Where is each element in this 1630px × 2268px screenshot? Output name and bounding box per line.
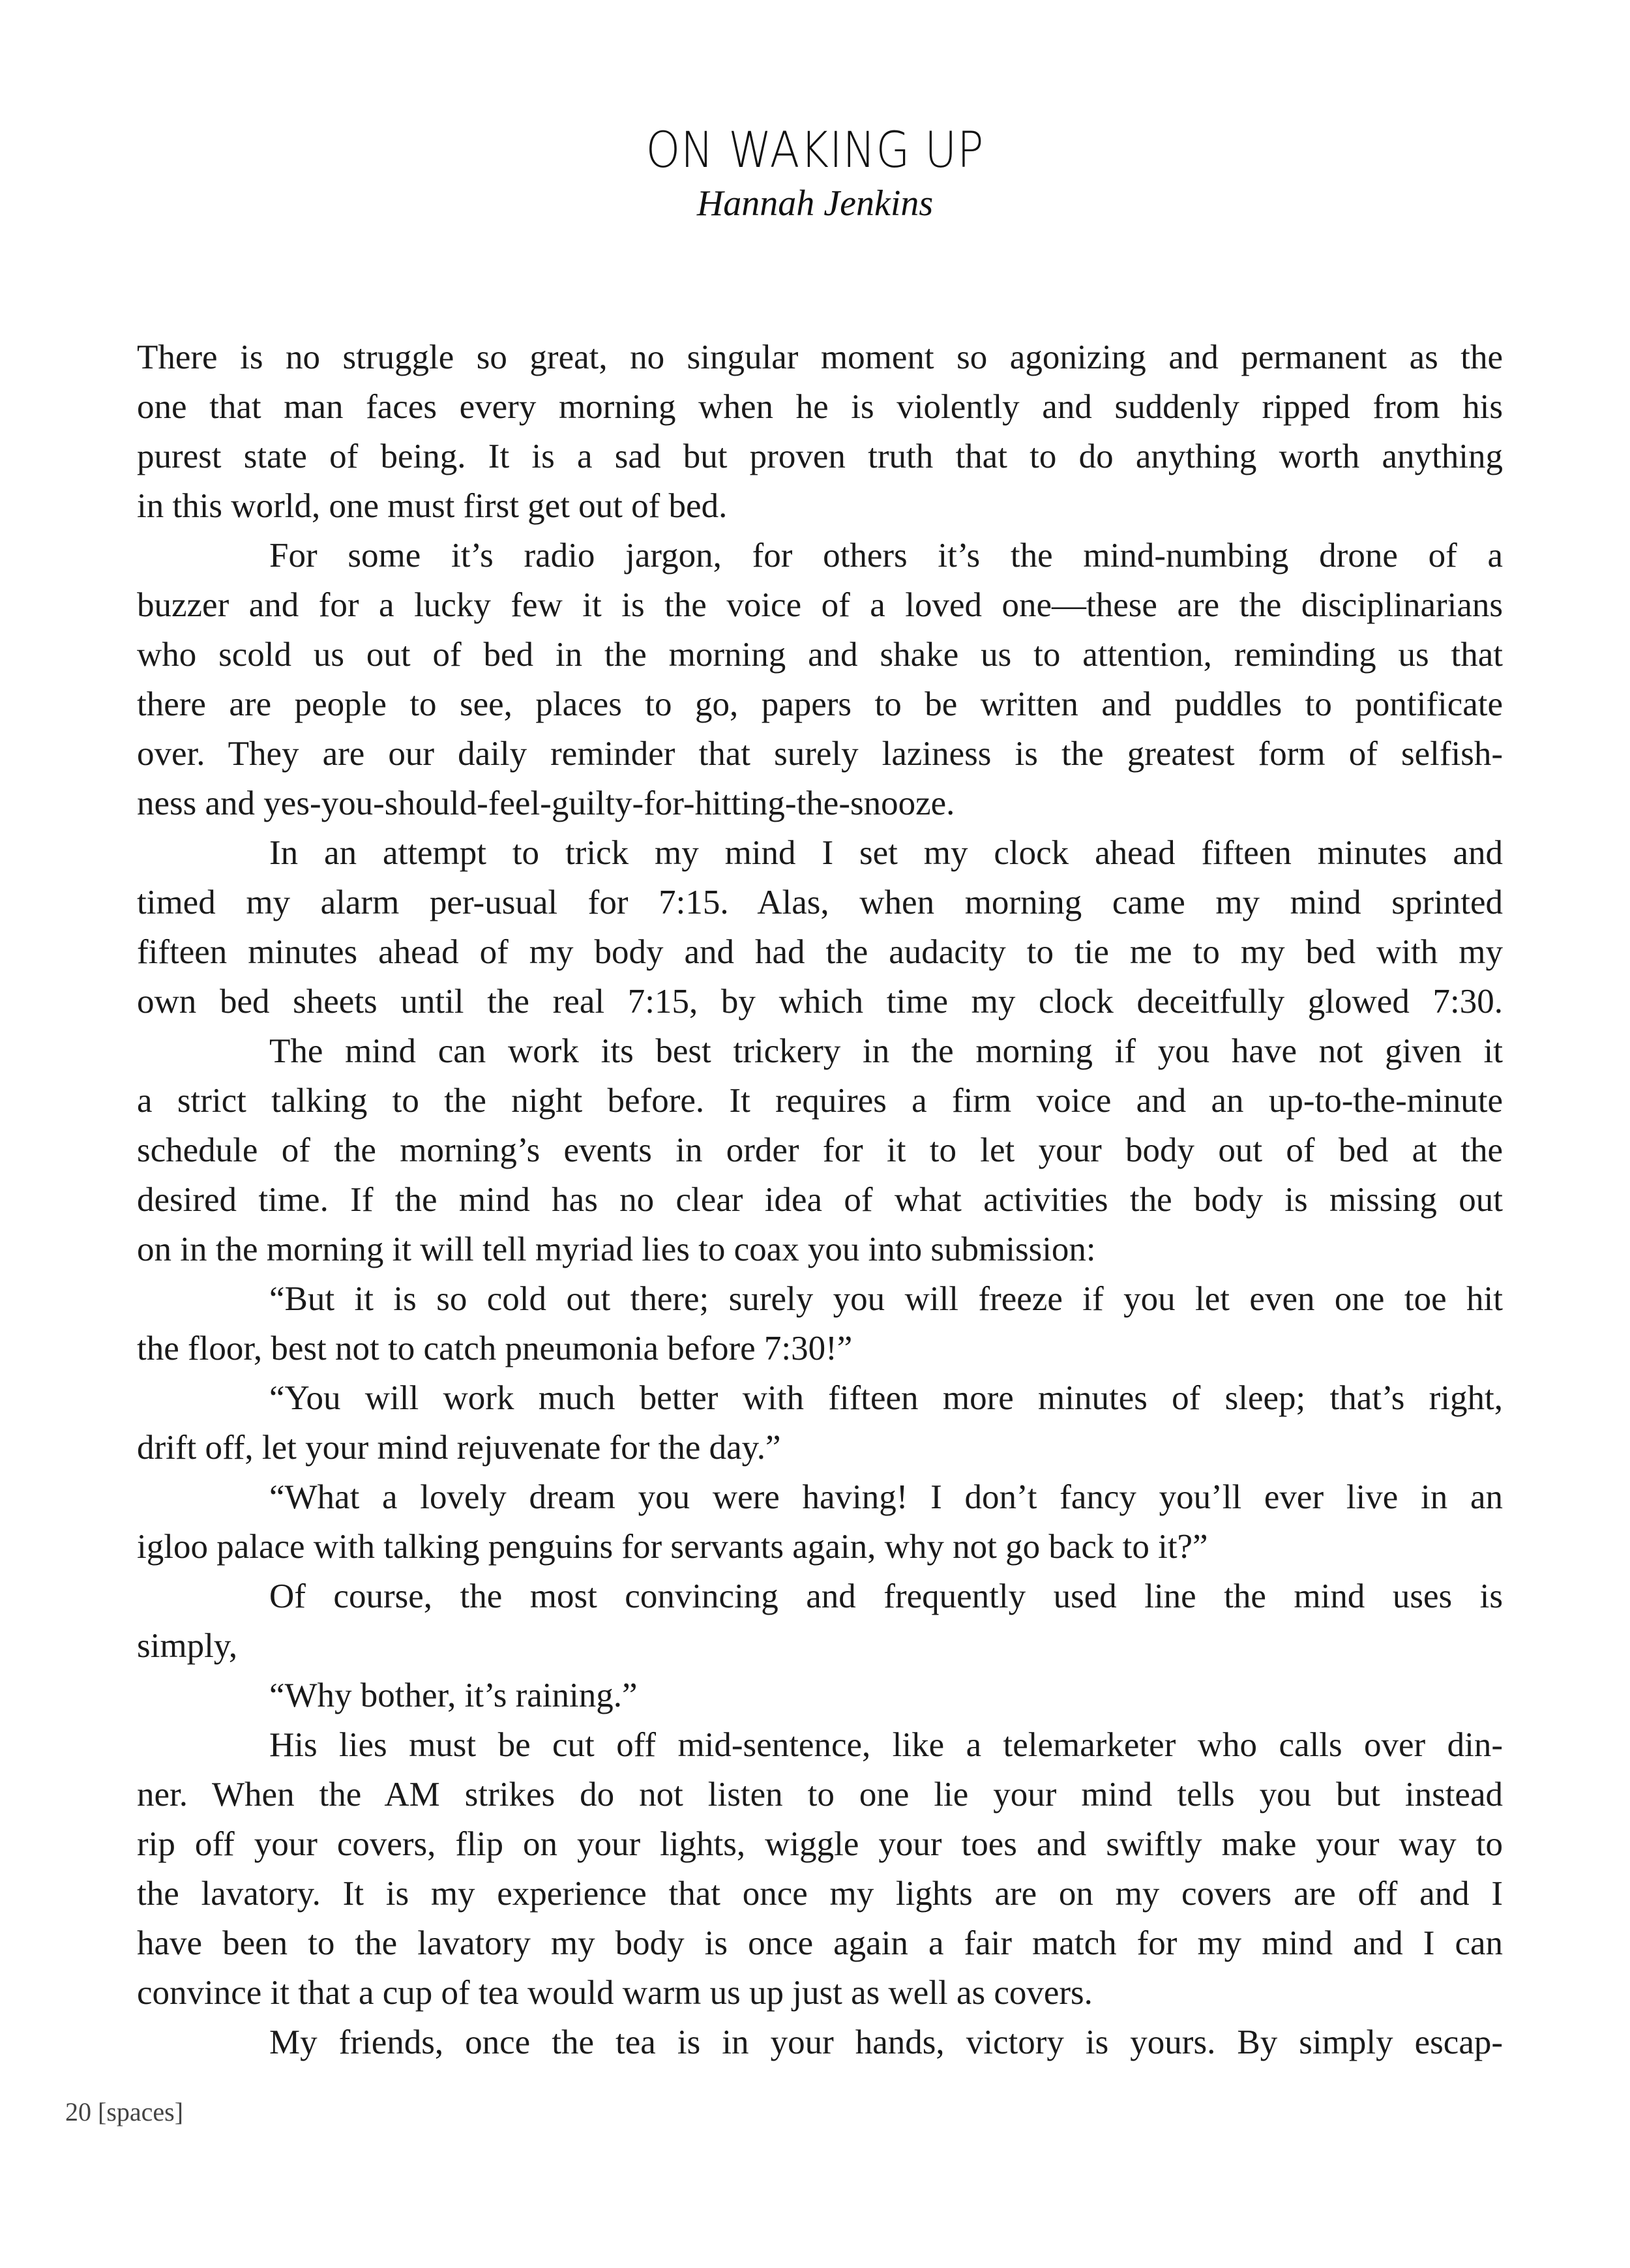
text-line: “Why bother, it’s raining.” bbox=[269, 1677, 638, 1714]
text-line: the lavatory. It is my experience that once my lights are on my covers are off and I bbox=[137, 1875, 1503, 1913]
article-author: Hannah Jenkins bbox=[696, 183, 934, 224]
text-line: rip off your covers, flip on your lights, wiggle your toes and swiftly make your way to bbox=[137, 1825, 1503, 1863]
text-line: over. They are our daily reminder that surely laziness is the greatest form of selfish- bbox=[137, 735, 1503, 773]
text-line: who scold us out of bed in the morning and shake us to attention, reminding us that bbox=[137, 636, 1503, 674]
text-line: own bed sheets until the real 7:15, by which time my clock deceitfully glowed 7:30. bbox=[137, 983, 1503, 1021]
text-line: igloo palace with talking penguins for servants again, why not go back to it?” bbox=[137, 1528, 1208, 1566]
text-line: purest state of being. It is a sad but proven truth that to do anything worth anything bbox=[137, 438, 1503, 475]
article-body bbox=[137, 333, 1503, 2067]
text-line: fifteen minutes ahead of my body and had the audacity to tie me to my bed with my bbox=[137, 933, 1503, 971]
text-line: In an attempt to trick my mind I set my clock ahead fifteen minutes and bbox=[269, 834, 1503, 872]
text-line: “You will work much better with fifteen more minutes of sleep; that’s right, bbox=[269, 1379, 1503, 1417]
text-line: buzzer and for a lucky few it is the voice of a loved one—these are the disciplinarians bbox=[137, 586, 1503, 624]
text-line: The mind can work its best trickery in the morning if you have not given it bbox=[269, 1032, 1503, 1070]
text-line: there are people to see, places to go, papers to be written and puddles to pontificate bbox=[137, 685, 1503, 723]
text-line: ness and yes-you-should-feel-guilty-for-hitting-the-snooze. bbox=[137, 784, 955, 822]
page-footer: 20 [spaces] bbox=[65, 2097, 184, 2126]
text-line: There is no struggle so great, no singular moment so agonizing and permanent as the bbox=[137, 338, 1503, 376]
text-line: simply, bbox=[137, 1627, 238, 1665]
text-line: on in the morning it will tell myriad lies to coax you into submission: bbox=[137, 1231, 1096, 1268]
text-line: Of course, the most convincing and frequently used line the mind uses is bbox=[269, 1577, 1503, 1615]
text-line: desired time. If the mind has no clear idea of what activities the body is missing out bbox=[137, 1181, 1503, 1219]
text-line: have been to the lavatory my body is once again a fair match for my mind and I can bbox=[137, 1924, 1503, 1962]
text-line: schedule of the morning’s events in order for it to let your body out of bed at the bbox=[137, 1131, 1503, 1169]
text-line: “But it is so cold out there; surely you will freeze if you let even one toe hit bbox=[269, 1280, 1503, 1318]
text-line: “What a lovely dream you were having! I don’t fancy you’ll ever live in an bbox=[269, 1478, 1503, 1516]
text-line: one that man faces every morning when he is violently and suddenly ripped from his bbox=[137, 388, 1503, 426]
text-line: the floor, best not to catch pneumonia before 7:30!” bbox=[137, 1330, 853, 1367]
text-line: For some it’s radio jargon, for others it’s the mind-numbing drone of a bbox=[269, 537, 1503, 574]
text-line: in this world, one must first get out of bed. bbox=[137, 487, 728, 525]
article-title: ON WAKING UP bbox=[645, 121, 985, 179]
text-line: a strict talking to the night before. It requires a firm voice and an up-to-the-minute bbox=[137, 1082, 1503, 1120]
text-line: timed my alarm per-usual for 7:15. Alas, when morning came my mind sprinted bbox=[137, 884, 1503, 921]
text-line: drift off, let your mind rejuvenate for the day.” bbox=[137, 1429, 781, 1467]
text-line: His lies must be cut off mid-sentence, like a telemarketer who calls over din- bbox=[269, 1726, 1503, 1764]
text-line: convince it that a cup of tea would warm us up just as well as covers. bbox=[137, 1974, 1093, 2012]
text-line: ner. When the AM strikes do not listen to one lie your mind tells you but instead bbox=[137, 1776, 1503, 1813]
text-line: My friends, once the tea is in your hands, victory is yours. By simply escap- bbox=[269, 2023, 1503, 2061]
